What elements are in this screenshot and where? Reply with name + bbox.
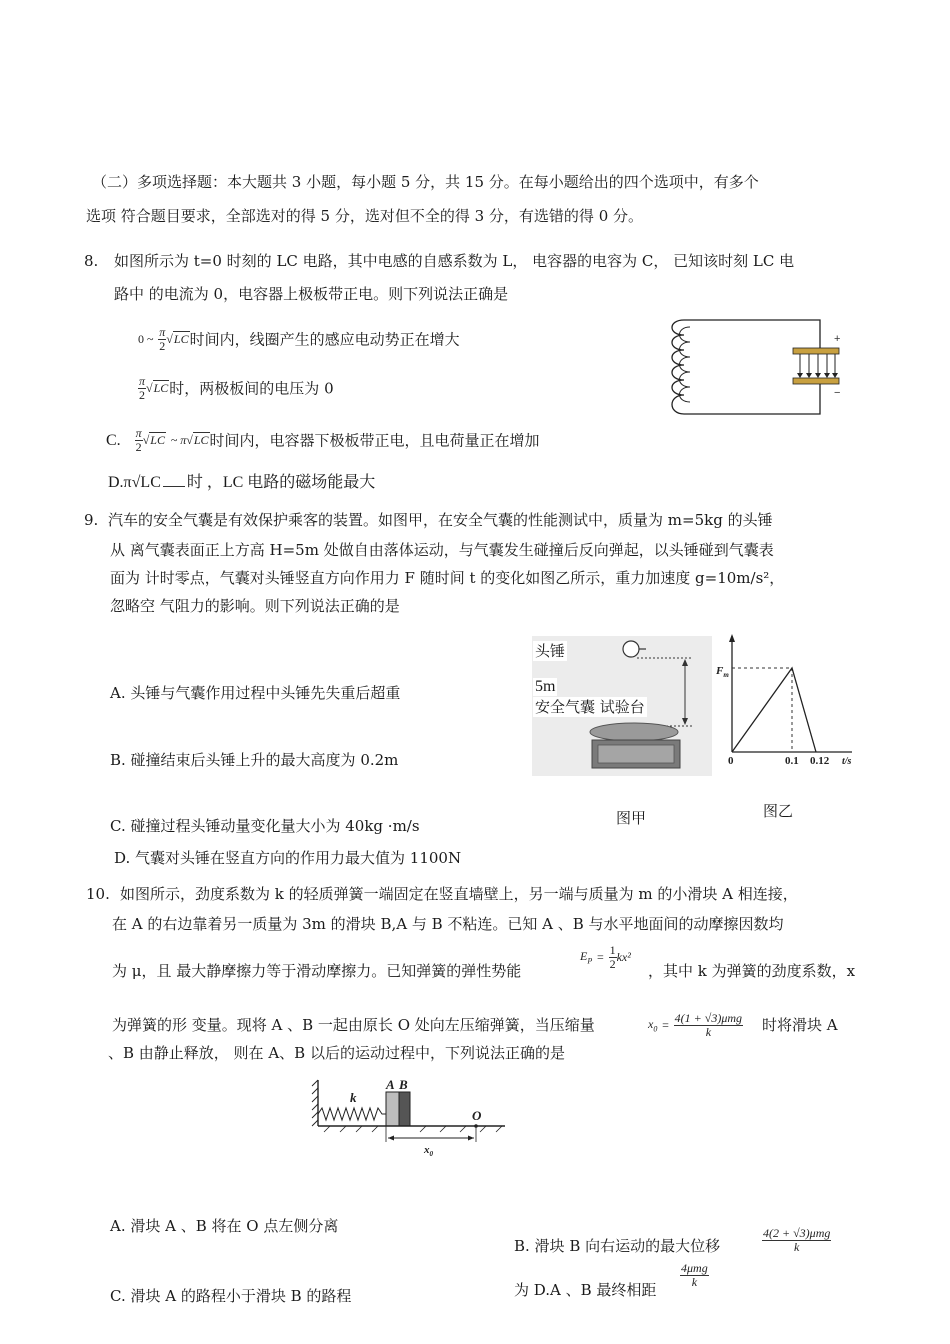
a-label: A [386, 1077, 395, 1092]
q10-number: 10. [86, 885, 110, 903]
q10-stem-line4a: 为弹簧的形 变量。现将 A 、B 一起由原长 O 处向左压缩弹簧，当压缩量 [112, 1016, 595, 1034]
q8-c-fraction: $\frac{\pi}{2}$ [135, 426, 142, 454]
q8-c-label: C. [106, 431, 121, 449]
spring-icon [318, 1108, 386, 1120]
q8-a-fraction: $\frac{\pi}{2}$ [159, 325, 166, 353]
q8-a-text: 时间内，线圈产生的感应电动势正在增大 [189, 330, 460, 349]
q8-a-range-start: 0 ~ [138, 332, 154, 346]
plus-sign: + [834, 333, 841, 345]
t-axis-label: t/s [842, 756, 852, 767]
capacitor-top-plate [793, 348, 839, 354]
q10-option-c[interactable]: C. 滑块 A 的路程小于滑块 B 的路程 [110, 1287, 352, 1305]
fig-yi-force-graph [712, 632, 860, 772]
hammer-head-icon [623, 641, 639, 657]
q10-stem-line3a: 为 μ，且 最大静摩擦力等于滑动摩擦力。已知弹簧的弹性势能 [112, 962, 522, 980]
b-label: B [399, 1077, 408, 1092]
airbag-shape [590, 723, 678, 741]
q8-b-sqrt: LC [153, 381, 169, 395]
q8-number: 8. [84, 252, 99, 270]
o-label: O [472, 1108, 482, 1123]
capacitor-bottom-plate [793, 378, 839, 384]
q10-stem-line4b: 时将滑块 A [762, 1016, 838, 1034]
origin-label: 0 [728, 755, 734, 767]
q8-b-fraction: $\frac{\pi}{2}$ [139, 374, 146, 402]
force-curve [732, 668, 816, 752]
q8-stem-line2: 路中 的电流为 0，电容器上极板带正电。则下列说法正确是 [114, 285, 509, 303]
q10-stem-line1: 如图所示，劲度系数为 k 的轻质弹簧一端固定在竖直墙壁上，另一端与质量为 m 的小滑块 A 相连接， [120, 885, 798, 903]
tick-0-12: 0.12 [810, 755, 830, 767]
block-b [399, 1092, 410, 1126]
q8-a-sqrt: LC [173, 332, 189, 346]
field-arrows [800, 354, 835, 376]
q10-option-b[interactable]: B. 滑块 B 向右运动的最大位移 [514, 1237, 721, 1255]
q8-option-d[interactable] [108, 469, 375, 492]
spring-block-diagram [310, 1076, 510, 1158]
lc-circuit-diagram [670, 318, 845, 418]
section-intro-line2: 选项 符合题目要求，全部选对的得 5 分，选对但不全的得 3 分，有选错的得 0 分。 [86, 207, 644, 225]
q9-stem-line2: 从 离气囊表面正上方高 H=5m 处做自由落体运动，与气囊发生碰撞后反向弹起，以头锤碰到气囊表 [110, 541, 774, 559]
x0-label: $x_0$ [424, 1144, 433, 1158]
section-intro-line1: （二）多项选择题：本大题共 3 小题，每小题 5 分，共 15 分。在每小题给出的四个选项中，有多个 [92, 173, 759, 191]
fm-label: $F_m$ [716, 665, 729, 679]
q10-option-d[interactable]: 为 D.A 、B 最终相距 [514, 1281, 657, 1299]
fig-jia-hammer-label: 头锤 [535, 642, 566, 660]
fig-jia-caption: 图甲 [616, 809, 647, 827]
q8-d-label: D.π√LC [108, 474, 161, 491]
q8-option-a[interactable]: 0 ~ $\frac{\pi}{2}$ √LC时间内，线圈产生的感应电动势正在增大 [138, 325, 460, 353]
fig-jia-drawing [532, 636, 712, 776]
q10-x0-formula: $x_0$ = $\frac{\text{4(1 + √3)μmg}}{k}$ [648, 1011, 743, 1039]
q9-option-d[interactable]: D. 气囊对头锤在竖直方向的作用力最大值为 1100N [114, 849, 462, 867]
q9-option-a[interactable]: A. 头锤与气囊作用过程中头锤先失重后超重 [110, 684, 401, 702]
q10-stem-line3b: ，其中 k 为弹簧的劲度系数，x [648, 962, 856, 980]
q9-stem-line1: 汽车的安全气囊是有效保护乘客的装置。如图甲，在安全气囊的性能测试中，质量为 m=5kg 的头锤 [108, 511, 773, 529]
q10-ep-formula: $E_P$ = $\frac{1}{2}$ kx² [580, 943, 631, 971]
q9-number: 9. [84, 511, 99, 529]
q8-d-text: 时 ，LC 电路的磁场能最大 [186, 474, 376, 491]
q9-stem-line3: 面为 计时零点，气囊对头锤竖直方向作用力 F 随时间 t 的变化如图乙所示，重力加速度 g=10m/s²， [110, 569, 785, 587]
block-a [386, 1092, 399, 1126]
q10-stem-line2: 在 A 的右边靠着另一质量为 3m 的滑块 B,A 与 B 不粘连。已知 A 、B 与水平地面间的动摩擦因数均 [112, 915, 784, 933]
q10-option-d-formula: $\frac{\text{4μmg}}{k}$ [681, 1261, 708, 1289]
fig-jia-airbag-label: 安全气囊 试验台 [535, 698, 645, 716]
q8-option-b[interactable]: $\frac{\pi}{2}$ √LC时，两极板间的电压为 0 [139, 374, 334, 402]
q9-option-c[interactable]: C. 碰撞过程头锤动量变化量大小为 40kg ·m/s [110, 817, 420, 835]
tick-0-1: 0.1 [785, 755, 799, 767]
fig-yi-caption: 图乙 [763, 802, 794, 820]
q9-option-b[interactable]: B. 碰撞结束后头锤上升的最大高度为 0.2m [110, 751, 399, 769]
q8-b-text: 时，两极板间的电压为 0 [169, 379, 334, 398]
minus-sign: − [834, 387, 841, 399]
k-label: k [350, 1090, 357, 1105]
q8-stem-line1: 如图所示为 t=0 时刻的 LC 电路，其中电感的自感系数为 L， 电容器的电容为 C， 已知该时刻 LC 电 [114, 252, 795, 270]
q10-option-b-formula: $\frac{\text{4(2 + √3)μmg}}{k}$ [763, 1226, 831, 1254]
q10-stem-line5: 、B 由静止释放， 则在 A、B 以后的运动过程中，下列说法正确的是 [108, 1044, 565, 1062]
q8-option-c[interactable]: C. $\frac{\pi}{2}$ √LC ~ π√LC时间内，电容器下极板带正电，且电荷量正在增加 [106, 426, 540, 454]
q8-c-text: 时间内，电容器下极板带正电，且电荷量正在增加 [209, 431, 540, 450]
q10-option-a[interactable]: A. 滑块 A 、B 将在 O 点左侧分离 [110, 1217, 339, 1235]
q9-stem-line4: 忽略空 气阻力的影响。则下列说法正确的是 [110, 597, 400, 615]
fig-jia-height-label: 5m [535, 678, 556, 695]
